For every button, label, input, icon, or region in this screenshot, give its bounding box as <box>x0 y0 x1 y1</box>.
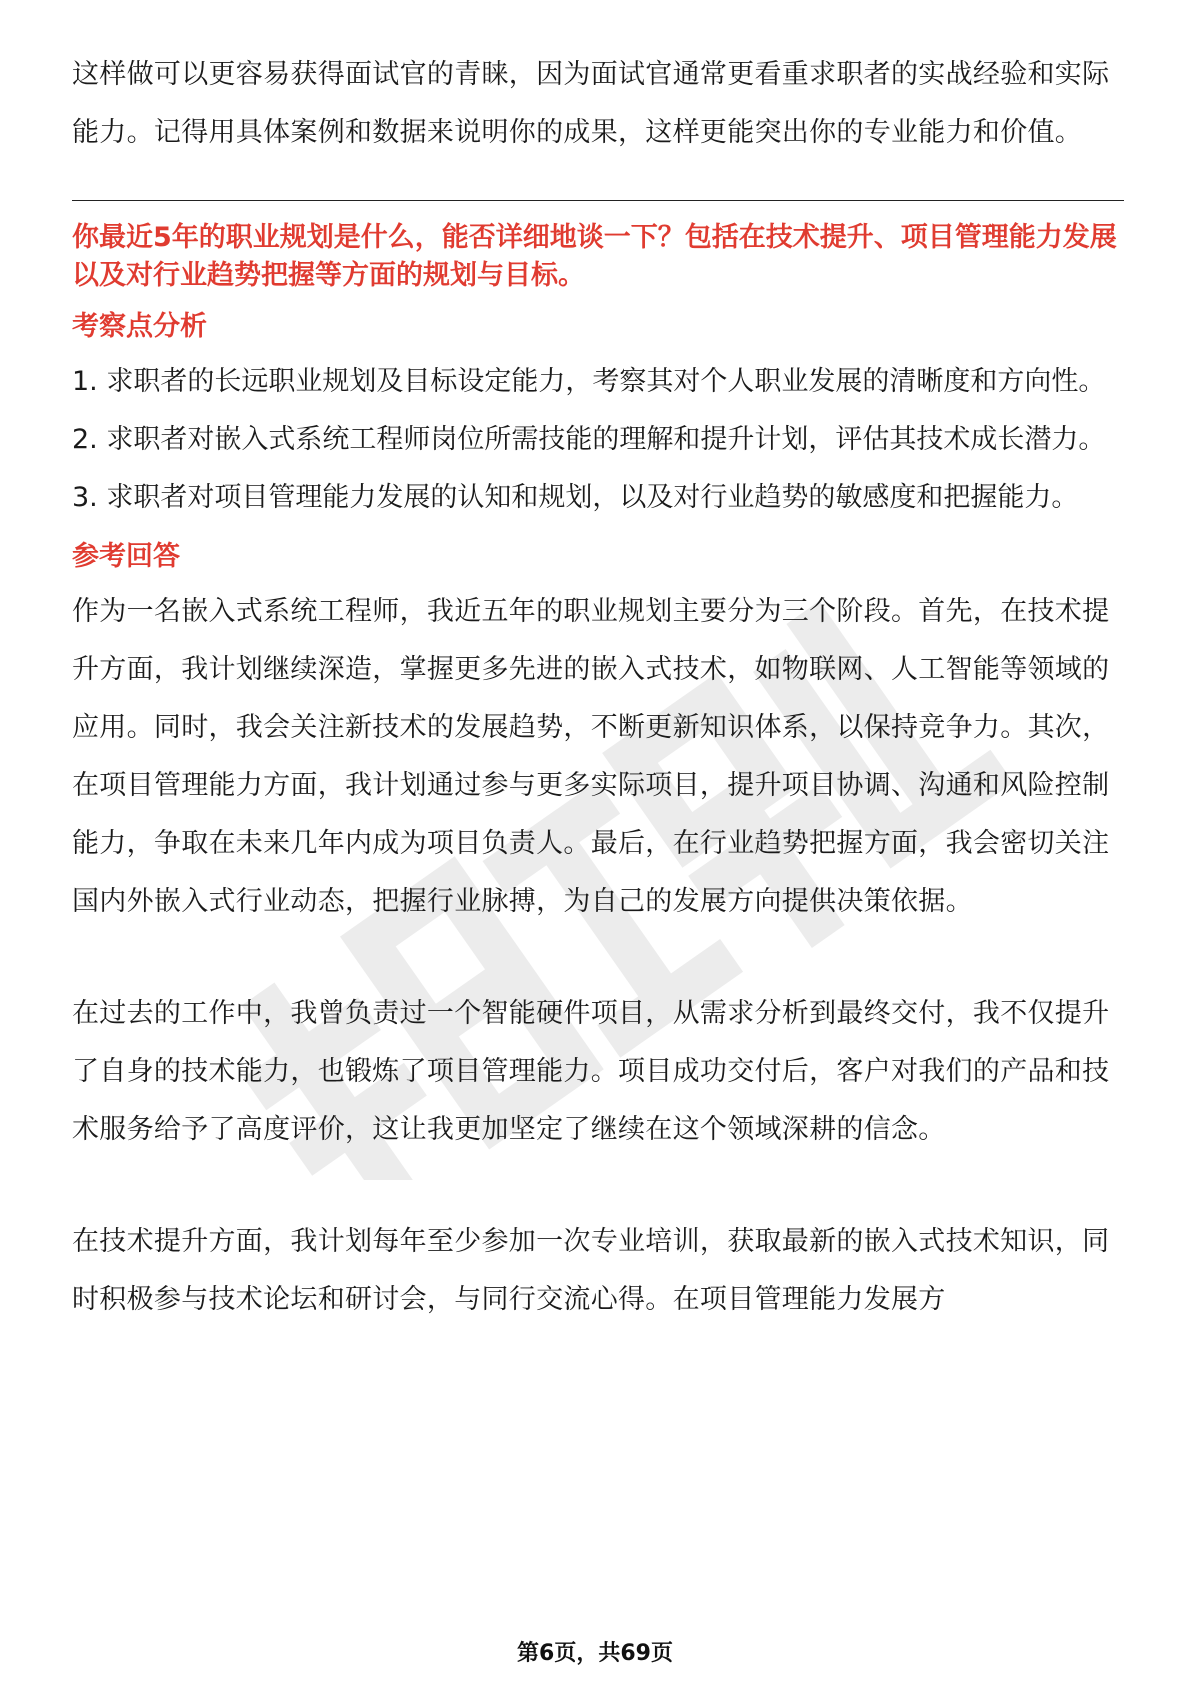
reference-paragraph: 作为一名嵌入式系统工程师，我近五年的职业规划主要分为三个阶段。首先，在技术提升方面，我计划继续深造，掌握更多先进的嵌入式技术，如物联网、人工智能等领域的应用。同时，我会关注新技术的发展趋势，不断更新知识体系，以保持竞争力。其次，在项目管理能力方面，我计划通过参与更多实际项目，提升项目协调、沟通和风险控制能力，争取在未来几年内成为项目负责人。最后，在行业趋势把握方面，我会密切关注国内外嵌入式行业动态，把握行业脉搏，为自己的发展方向提供决策依据。 <box>72 596 1110 917</box>
section-divider <box>72 200 1124 201</box>
analysis-item: 2. 求职者对嵌入式系统工程师岗位所需技能的理解和提升计划，评估其技术成长潜力。 <box>72 424 1106 455</box>
paragraph-gap <box>72 931 1124 985</box>
reference-title: 参考回答 <box>72 541 180 572</box>
interview-question: 你最近5年的职业规划是什么，能否详细地谈一下？包括在技术提升、项目管理能力发展以及对行业趋势把握等方面的规划与目标。 <box>72 222 1117 291</box>
intro-paragraph: 这样做可以更容易获得面试官的青睐，因为面试官通常更看重求职者的实战经验和实际能力。记得用具体案例和数据来说明你的成果，这样更能突出你的专业能力和价值。 <box>72 59 1110 148</box>
paragraph-gap <box>72 1159 1124 1213</box>
analysis-title: 考察点分析 <box>72 311 207 342</box>
page-content <box>72 46 1124 1329</box>
analysis-item: 3. 求职者对项目管理能力发展的认知和规划，以及对行业趋势的敏感度和把握能力。 <box>72 482 1079 513</box>
analysis-item: 1. 求职者的长远职业规划及目标设定能力，考察其对个人职业发展的清晰度和方向性。 <box>72 366 1106 397</box>
reference-paragraph: 在技术提升方面，我计划每年至少参加一次专业培训，获取最新的嵌入式技术知识，同时积极参与技术论坛和研讨会，与同行交流心得。在项目管理能力发展方 <box>72 1226 1110 1315</box>
reference-paragraph: 在过去的工作中，我曾负责过一个智能硬件项目，从需求分析到最终交付，我不仅提升了自身的技术能力，也锻炼了项目管理能力。项目成功交付后，客户对我们的产品和技术服务给予了高度评价，这让我更加坚定了继续在这个领域深耕的信念。 <box>72 998 1110 1145</box>
page-footer: 第6页，共69页 <box>517 1641 673 1666</box>
